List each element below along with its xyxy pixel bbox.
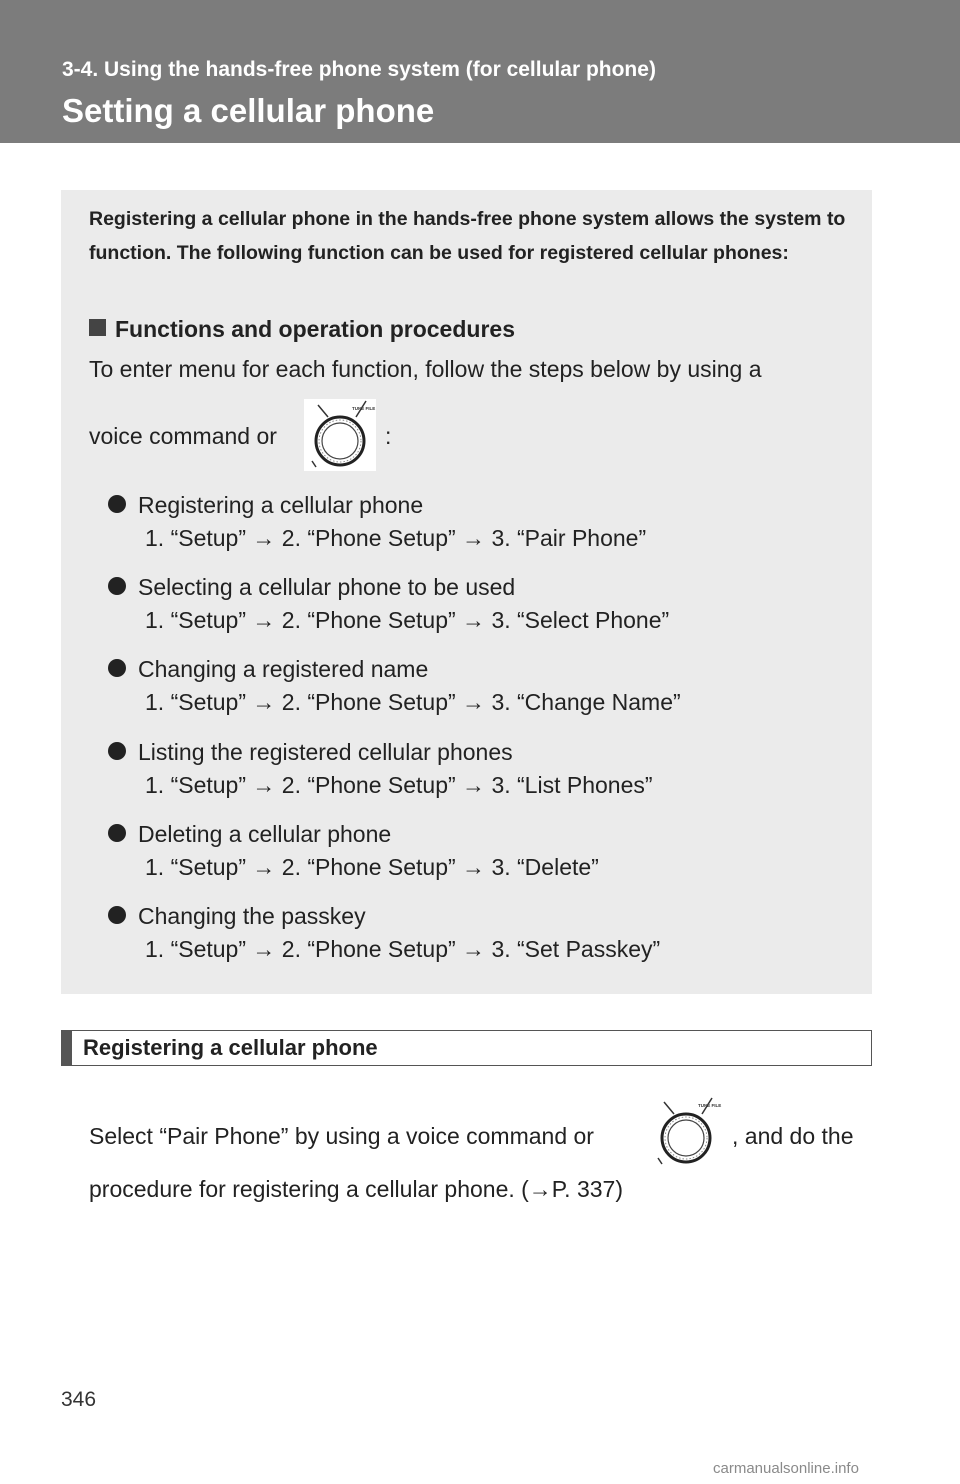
function-name: Changing the passkey	[138, 903, 366, 929]
tune-file-dial-icon	[304, 399, 376, 471]
body-text-part1: Select “Pair Phone” by using a voice command or	[89, 1123, 594, 1149]
function-name: Changing a registered name	[138, 656, 429, 682]
function-path: 1. “Setup” → 2. “Phone Setup” → 3. “Change Name”	[145, 689, 681, 715]
round-bullet-icon	[108, 577, 126, 595]
body-text-part2: , and do the	[732, 1123, 854, 1149]
steps-intro-line2: voice command or	[89, 423, 277, 449]
round-bullet-icon	[108, 659, 126, 677]
section-label: 3-4. Using the hands-free phone system (for cellular phone)	[62, 58, 656, 81]
function-path: 1. “Setup” → 2. “Phone Setup” → 3. “Pair Phone”	[145, 525, 647, 551]
heading-accent	[62, 1031, 72, 1065]
function-path: 1. “Setup” → 2. “Phone Setup” → 3. “Set Passkey”	[145, 936, 661, 962]
round-bullet-icon	[108, 495, 126, 513]
section-heading-bar	[61, 1030, 872, 1066]
intro-text: Registering a cellular phone in the hands-free phone system allows the system to function. The following function can be used for registered cellular phones:	[89, 208, 846, 264]
function-path: 1. “Setup” → 2. “Phone Setup” → 3. “Delete”	[145, 854, 599, 880]
function-item	[108, 492, 646, 552]
round-bullet-icon	[108, 742, 126, 760]
steps-colon: :	[385, 423, 392, 449]
chapter-header	[0, 0, 960, 143]
tune-file-dial-icon	[650, 1096, 722, 1168]
function-item	[108, 656, 681, 716]
square-bullet-icon	[89, 319, 106, 336]
section-heading: Registering a cellular phone	[83, 1035, 378, 1060]
body-text-line2: procedure for registering a cellular phone. (→P. 337)	[89, 1176, 623, 1202]
steps-intro-line1: To enter menu for each function, follow the steps below by using a	[89, 356, 762, 382]
function-path: 1. “Setup” → 2. “Phone Setup” → 3. “List Phones”	[145, 772, 653, 798]
function-item	[108, 903, 660, 963]
function-path: 1. “Setup” → 2. “Phone Setup” → 3. “Select Phone”	[145, 607, 670, 633]
functions-subheading	[89, 316, 515, 343]
function-name: Selecting a cellular phone to be used	[138, 574, 516, 600]
function-item	[108, 821, 599, 881]
round-bullet-icon	[108, 824, 126, 842]
page-number: 346	[61, 1388, 97, 1411]
page-title: Setting a cellular phone	[62, 92, 435, 129]
function-name: Deleting a cellular phone	[138, 821, 392, 847]
dial-label: TUNE FILE	[352, 406, 376, 411]
function-name: Listing the registered cellular phones	[138, 739, 513, 765]
function-name: Registering a cellular phone	[138, 492, 424, 518]
round-bullet-icon	[108, 906, 126, 924]
subheading-text: Functions and operation procedures	[115, 316, 515, 342]
dial-label: TUNE FILE	[698, 1103, 722, 1108]
function-item	[108, 574, 669, 634]
function-item	[108, 739, 653, 799]
watermark: carmanualsonline.info	[713, 1460, 859, 1477]
